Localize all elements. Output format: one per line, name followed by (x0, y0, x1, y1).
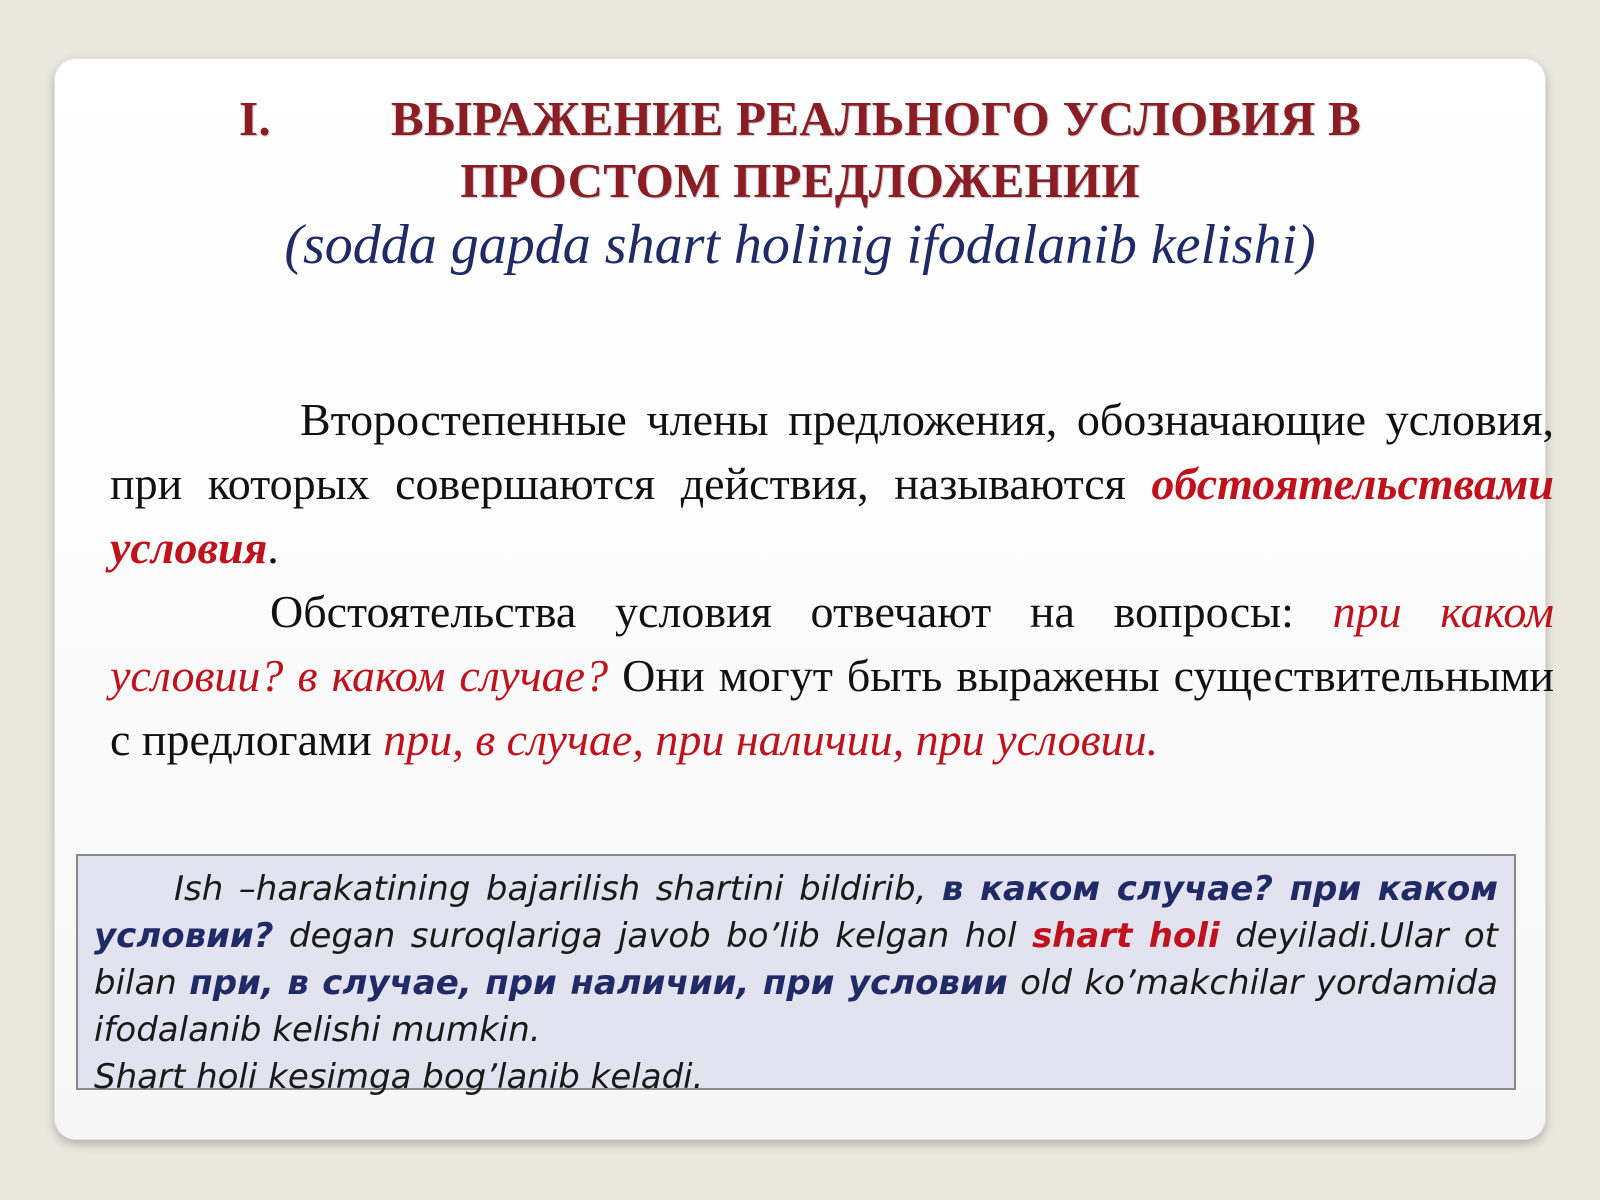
slide (54, 58, 1555, 1140)
uz-part-1: Ish –harakatining bajarilish shartini bildirib, (174, 869, 942, 909)
uzbek-line-2: Shart holi kesimga bog’lanib keladi. (94, 1057, 704, 1097)
prepositions-highlight: при, в случае, при наличии, при условии. (383, 714, 1159, 765)
paragraph-2-start: Обстоятельства условия отвечают на вопросы: (270, 586, 1333, 637)
uzbek-paragraph (94, 866, 1498, 1054)
uz-term-highlight: shart holi (1031, 916, 1220, 956)
paragraph-definition (110, 388, 1554, 580)
title-line-2: ПРОСТОМ ПРЕДЛОЖЕНИИ (460, 153, 1140, 208)
uz-questions-highlight: в каком случае? при каком условии? (94, 869, 1498, 956)
title-line-1 (54, 88, 1546, 150)
body-text (110, 388, 1554, 772)
uz-part-3: deyiladi.Ular ot bilan (94, 916, 1498, 1003)
slide-title (54, 88, 1546, 212)
term-highlight: обстоятельствами условия (110, 458, 1554, 573)
paragraph-1-end: . (267, 522, 279, 573)
uz-prepositions-highlight: при, в случае, при наличии, при условии (189, 963, 1008, 1003)
title-line-1-text: ВЫРАЖЕНИЕ РЕАЛЬНОГО УСЛОВИЯ В (390, 91, 1362, 146)
uz-part-4: old ko’makchilar yordamida ifodalanib kelishi mumkin. (94, 963, 1499, 1050)
paragraph-2-mid: Они могут быть выражены существительными с предлогами (110, 650, 1555, 765)
paragraph-questions (110, 580, 1554, 772)
paragraph-1-text: Второстепенные члены предложения, обозначающие условия, при которых совершаются действия, называются (110, 394, 1554, 509)
uz-part-2: degan suroqlariga javob bo’lib kelgan hol (273, 916, 1032, 956)
slide-subtitle: (sodda gapda shart holinig ifodalanib kelishi) (284, 214, 1316, 276)
uzbek-explanation-box (76, 854, 1516, 1097)
title-number: I. (238, 91, 271, 146)
questions-highlight: при каком условии? в каком случае? (110, 586, 1554, 701)
